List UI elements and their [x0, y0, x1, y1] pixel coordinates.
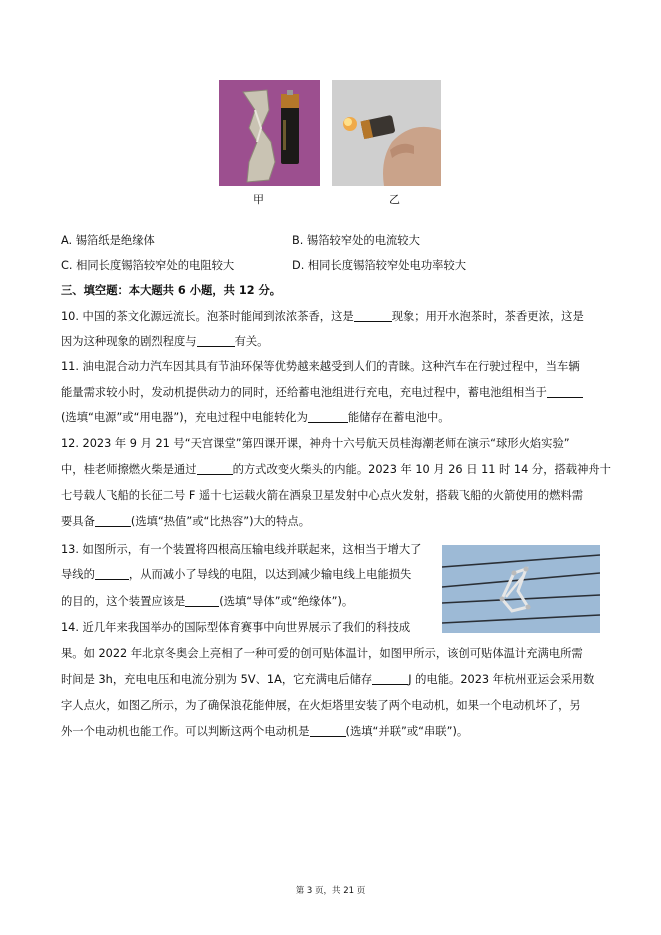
- q10-blank-2[interactable]: [197, 334, 235, 347]
- q10-text-a: 10. 中国的茶文化源远流长。泡茶时能闻到浓浓茶香，这是: [61, 310, 354, 323]
- q14-text-c: 外一个电动机也能工作。可以判断这两个电动机是: [61, 725, 310, 738]
- q13-line-3: [61, 594, 353, 610]
- q14-line-1: 14. 近几年来我国举办的国际型体育赛事中向世界展示了我们的科技成: [61, 621, 411, 634]
- section-count: 6: [177, 284, 186, 297]
- section-text-mid: 小题，共: [185, 284, 239, 297]
- q12-text-d: (选填“热值”或“比热容”)大的特点。: [130, 515, 310, 528]
- q12-text-a: 中，桂老师擦燃火柴是通过: [61, 463, 197, 476]
- q13-line-1: 13. 如图所示，有一个装置将四根高压输电线并联起来，这相当于增大了: [61, 543, 422, 556]
- section-text-pre: 三、填空题：本大题共: [61, 284, 178, 297]
- q13-text-c: 的目的，这个装置应该是: [61, 595, 186, 608]
- option-a: A. 锡箔纸是绝缘体: [61, 234, 155, 247]
- figure-caption-left: 甲: [253, 193, 264, 206]
- q11-line-1: 11. 油电混合动力汽车因其具有节油环保等优势越来越受到人们的青睐。这种汽车在行驶过程中，当车辆: [61, 360, 580, 373]
- q14-text-b: J 的电能。2023 年杭州亚运会采用数: [408, 673, 595, 686]
- photo-power-lines-spacer: [442, 545, 600, 633]
- option-c: C. 相同长度锡箔较窄处的电阻较大: [61, 259, 235, 272]
- q11-blank-2[interactable]: [308, 410, 348, 423]
- q13-blank-1[interactable]: [95, 567, 129, 580]
- section-score: 12: [238, 284, 255, 297]
- q14-line-5: [61, 724, 468, 740]
- q13-text-b: ，从而减小了导线的电阻，以达到减少输电线上电能损失: [128, 568, 412, 581]
- photo-burning-foil: [332, 80, 441, 186]
- q12-line-1: 12. 2023 年 9 月 21 号“天宫课堂”第四课开课，神舟十六号航天员桂海潮老师在演示“球形火焰实验”: [61, 437, 570, 450]
- q11-blank-1[interactable]: [547, 385, 583, 398]
- q12-blank-1[interactable]: [197, 462, 233, 475]
- q10-text-c: 因为这种现象的剧烈程度与: [61, 335, 197, 348]
- power-lines-illustration: [442, 545, 600, 633]
- q12-text-b: 的方式改变火柴头的内能。2023 年 10 月 26 日 11 时 14 分，搭载神舟十: [232, 463, 611, 476]
- q10-text-d: 有关。: [234, 335, 269, 348]
- q11-text-b: (选填“电源”或“用电器”)，充电过程中电能转化为: [61, 411, 308, 424]
- foil-battery-illustration: [219, 80, 320, 186]
- q14-text-a: 时间是 3h，充电电压和电流分别为 5V、1A，它充满电后储存: [61, 673, 373, 686]
- q10-blank-1[interactable]: [354, 309, 392, 322]
- q13-blank-2[interactable]: [185, 594, 219, 607]
- q14-text-d: (选填“并联”或“串联”)。: [345, 725, 469, 738]
- option-b: B. 锡箔较窄处的电流较大: [292, 234, 420, 247]
- q12-line-2: [61, 462, 611, 478]
- q13-text-a: 导线的: [61, 568, 95, 581]
- section-text-post: 分。: [254, 284, 282, 297]
- q14-blank-2[interactable]: [310, 724, 346, 737]
- q10-line-1: [61, 309, 584, 325]
- photo-foil-battery: [219, 80, 320, 186]
- burning-foil-illustration: [332, 80, 441, 186]
- figure-caption-right: 乙: [389, 193, 400, 206]
- q11-line-2: [61, 385, 583, 401]
- q12-line-3: 七号载人飞船的长征二号 F 遥十七运载火箭在酒泉卫星发射中心点火发射，搭载飞船的火箭使用的燃料需: [61, 489, 584, 502]
- q11-line-3: [61, 410, 450, 426]
- section-header: [61, 283, 281, 299]
- q12-text-c: 要具备: [61, 515, 95, 528]
- q13-text-d: (选填“导体”或“绝缘体”)。: [219, 595, 354, 608]
- q14-line-4: 字人点火，如图乙所示，为了确保浪花能伸展，在火炬塔里安装了两个电动机，如果一个电动机坏了，另: [61, 699, 581, 712]
- q13-line-2: [61, 567, 411, 583]
- q14-line-3: [61, 672, 594, 688]
- q14-blank-1[interactable]: [372, 672, 408, 685]
- q12-line-4: [61, 514, 310, 530]
- q12-blank-2[interactable]: [95, 514, 131, 527]
- page-footer: 第 3 页，共 21 页: [295, 886, 366, 896]
- q10-text-b: 现象；用开水泡茶时，茶香更浓，这是: [391, 310, 584, 323]
- q11-text-a: 能量需求较小时，发动机提供动力的同时，还给蓄电池组进行充电，充电过程中，蓄电池组相当于: [61, 386, 547, 399]
- q10-line-2: [61, 334, 268, 350]
- q11-text-c: 能储存在蓄电池中。: [347, 411, 450, 424]
- q14-line-2: 果。如 2022 年北京冬奥会上亮相了一种可爱的创可贴体温计，如图甲所示，该创可贴体温计充满电所需: [61, 647, 583, 660]
- option-d: D. 相同长度锡箔较窄处电功率较大: [292, 259, 467, 272]
